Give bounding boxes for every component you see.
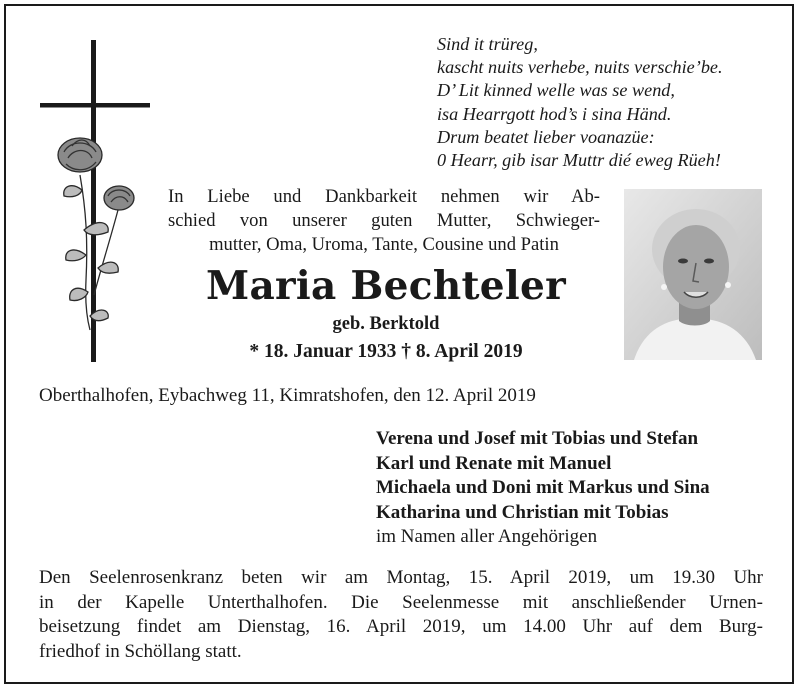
notice-line: in der Kapelle Unterthalhofen. Die Seelenmesse mit anschließender Urnen-: [39, 591, 763, 613]
family-footer: im Namen aller Angehörigen: [376, 526, 598, 547]
portrait-icon: [624, 189, 762, 360]
notice-line: friedhof in Schöllang statt.: [39, 640, 242, 662]
service-notice: [39, 566, 763, 664]
family-member: Verena und Josef mit Tobias und Stefan: [376, 428, 699, 449]
poem-line: kascht nuits verhebe, nuits verschie’be.: [437, 57, 723, 78]
poem-line: Drum beatet lieber voanazüe:: [437, 126, 655, 147]
poem-line: 0 Hearr, gib isar Muttr dié eweg Rüeh!: [437, 150, 721, 171]
family-list: [376, 427, 710, 550]
intro-line: In Liebe und Dankbarkeit nehmen wir Ab-: [168, 186, 600, 207]
deceased-name: Maria Bechteler: [205, 263, 567, 309]
notice-line: Den Seelenrosenkranz beten wir am Montag, 15. April 2019, um 19.30 Uhr: [39, 567, 763, 588]
life-dates: * 18. Januar 1933 † 8. April 2019: [249, 341, 523, 362]
intro-line: mutter, Oma, Uroma, Tante, Cousine und Patin: [209, 234, 559, 255]
poem-line: isa Hearrgott hod’s i sina Händ.: [437, 103, 672, 124]
birth-name: geb. Berktold: [332, 314, 440, 334]
family-member: Karl und Renate mit Manuel: [376, 452, 612, 474]
poem: [437, 33, 777, 172]
poem-line: D’ Lit kinned welle was se wend,: [437, 80, 675, 101]
cross-with-roses-illustration: [36, 40, 156, 365]
intro-text: [168, 185, 600, 257]
portrait-photo: [624, 189, 762, 360]
intro-line: schied von unserer guten Mutter, Schwieger-: [168, 210, 600, 231]
place-and-date: Oberthalhofen, Eybachweg 11, Kimratshofen, den 12. April 2019: [39, 385, 536, 406]
notice-line: beisetzung findet am Dienstag, 16. April 2019, um 14.00 Uhr auf dem Burg-: [39, 616, 763, 637]
family-member: Katharina und Christian mit Tobias: [376, 501, 669, 523]
poem-line: Sind it trüreg,: [437, 34, 538, 54]
family-member: Michaela und Doni mit Markus und Sina: [376, 477, 710, 498]
